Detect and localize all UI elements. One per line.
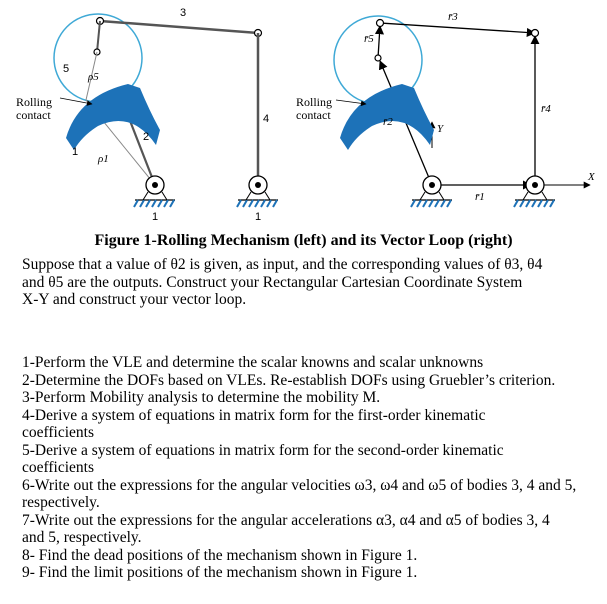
figure-caption: Figure 1-Rolling Mechanism (left) and its Vector Loop (right) <box>94 232 513 249</box>
task-line: 8- Find the dead positions of the mechanism shown in Figure 1. <box>22 546 418 564</box>
mechanism-figure <box>0 0 607 222</box>
task-line: 4-Derive a system of equations in matrix form for the first-order kinematic <box>22 406 486 424</box>
ground-pivot-right <box>237 176 278 207</box>
task-line: coefficients <box>22 424 95 441</box>
task-line: and 5, respectively. <box>22 529 142 546</box>
label-rolling-right-2: contact <box>296 108 331 122</box>
task-item <box>22 372 592 390</box>
body5-rod <box>97 21 100 52</box>
label-rho5: ρ5 <box>88 71 99 83</box>
task-item <box>22 389 592 407</box>
task-item <box>22 477 592 512</box>
task-line: 6-Write out the expressions for the angular velocities ω3, ω4 and ω5 of bodies 3, 4 and 5, <box>22 476 577 494</box>
task-item <box>22 547 592 565</box>
label-r4: r̄4 <box>541 103 551 115</box>
right-mechanism <box>296 11 596 207</box>
intro-line: Suppose that a value of θ2 is given, as input, and the corresponding values of θ3, θ4 <box>22 256 543 273</box>
task-line: 5-Derive a system of equations in matrix form for the second-order kinematic <box>22 441 504 459</box>
task-line: 2-Determine the DOFs based on VLEs. Re-establish DOFs using Gruebler’s criterion. <box>22 371 556 389</box>
label-link1: 1 <box>72 146 79 158</box>
ground-pivot-r-right <box>514 176 555 207</box>
label-rho1: ρ1 <box>98 153 109 165</box>
label-r2: r̄2 <box>383 116 393 128</box>
link3 <box>100 21 258 33</box>
label-rolling-left-2: contact <box>16 108 51 122</box>
label-r3: r̄3 <box>448 11 458 23</box>
joint-r-top-right <box>532 30 539 37</box>
vector-r5 <box>378 26 380 58</box>
ground-pivot-r-left <box>411 176 452 207</box>
left-mechanism <box>16 7 278 222</box>
ground-pivot-left <box>134 176 175 207</box>
label-ground-left: 1 <box>152 211 159 222</box>
label-rolling-left-1: Rolling <box>16 95 53 109</box>
task-item <box>22 512 592 547</box>
vector-r3 <box>380 23 535 33</box>
intro-line: X-Y and construct your vector loop. <box>22 291 247 308</box>
label-ground-right: 1 <box>255 211 262 222</box>
task-line: 9- Find the limit positions of the mechanism shown in Figure 1. <box>22 564 418 581</box>
task-line: respectively. <box>22 494 100 511</box>
label-link5: 5 <box>63 63 70 75</box>
task-line: 1-Perform the VLE and determine the scalar knowns and scalar unknowns <box>22 354 484 371</box>
task-list <box>22 354 592 582</box>
task-item <box>22 442 592 477</box>
label-link3: 3 <box>180 7 187 19</box>
task-item <box>22 354 592 372</box>
joint-r-top-left <box>377 20 384 27</box>
intro-line: and θ5 are the outputs. Construct your Rectangular Cartesian Coordinate System <box>22 273 523 291</box>
task-item <box>22 564 592 582</box>
task-line: coefficients <box>22 459 95 476</box>
task-line: 3-Perform Mobility analysis to determine the mobility M. <box>22 389 381 406</box>
task-line: 7-Write out the expressions for the angular accelerations α3, α4 and α5 of bodies 3, 4 <box>22 511 550 529</box>
label-link4: 4 <box>263 113 270 125</box>
task-item <box>22 407 592 442</box>
label-y-axis: Y <box>437 123 444 135</box>
label-rolling-right-1: Rolling <box>296 95 333 109</box>
label-x-axis: X <box>588 171 595 183</box>
label-link2: 2 <box>143 131 150 143</box>
label-r1: r̄1 <box>475 191 485 203</box>
intro-paragraph <box>22 256 592 309</box>
label-r5: r̄5 <box>364 33 374 45</box>
joint-r-body5-center <box>375 55 381 61</box>
